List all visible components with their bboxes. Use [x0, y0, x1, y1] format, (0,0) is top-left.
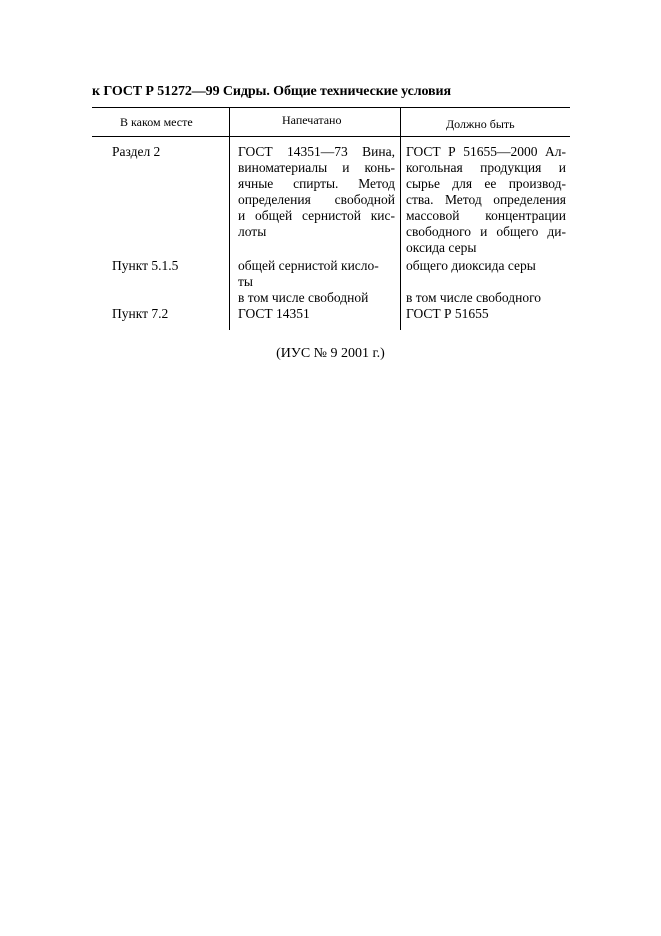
- row-3-printed: [238, 306, 310, 322]
- column-divider-1: [229, 108, 230, 330]
- row-2-should-be-line: общего диоксида серы: [406, 258, 536, 273]
- row-1-printed-line: определения свободной: [238, 192, 395, 207]
- row-2-printed-line: в том числе свободной: [238, 290, 369, 305]
- document-title: к ГОСТ Р 51272—99 Сидры. Общие технические условия: [92, 84, 451, 99]
- row-3-should-be-line: ГОСТ Р 51655: [406, 306, 489, 321]
- table-header-rule: [92, 136, 570, 137]
- row-2-printed-line: общей сернистой кисло-: [238, 258, 379, 273]
- row-1-printed-line: лоты: [238, 224, 267, 239]
- row-2-printed-line: ты: [238, 274, 253, 289]
- column-divider-2: [400, 108, 401, 330]
- row-1-should-be-line: ства. Метод определения: [406, 192, 566, 207]
- row-2-place: Пункт 5.1.5: [112, 258, 179, 273]
- row-1-place: Раздел 2: [112, 144, 161, 159]
- row-1-printed-line: ГОСТ 14351—73 Вина,: [238, 144, 395, 159]
- row-1-should-be-line: ГОСТ Р 51655—2000 Ал-: [406, 144, 566, 159]
- row-1-printed-line: и общей сернистой кис-: [238, 208, 395, 223]
- header-printed: Напечатано: [282, 113, 342, 127]
- row-3-should-be: [406, 306, 489, 322]
- row-2-should-be-line: в том числе свободного: [406, 290, 542, 305]
- row-2-printed: [238, 258, 379, 306]
- row-1-should-be: [406, 144, 566, 256]
- row-2-should-be-line: [406, 274, 541, 290]
- row-1-should-be-line: оксида серы: [406, 240, 477, 255]
- row-3-place: Пункт 7.2: [112, 306, 169, 321]
- row-1-printed: [238, 144, 395, 240]
- header-place: В каком месте: [120, 115, 193, 129]
- row-1-should-be-line: сырье для ее производ-: [406, 176, 566, 191]
- row-1-should-be-line: массовой концентрации: [406, 208, 566, 223]
- table-top-rule: [92, 107, 570, 108]
- row-2-should-be: [406, 258, 541, 306]
- row-3-printed-line: ГОСТ 14351: [238, 306, 310, 321]
- row-1-should-be-line: когольная продукция и: [406, 160, 566, 175]
- row-1-should-be-line: свободного и общего ди-: [406, 224, 566, 239]
- row-1-printed-line: ячные спирты. Метод: [238, 176, 395, 191]
- row-1-printed-line: виноматериалы и конь-: [238, 160, 395, 175]
- header-should-be: Должно быть: [446, 117, 515, 131]
- footer-source-note: (ИУС № 9 2001 г.): [276, 346, 385, 361]
